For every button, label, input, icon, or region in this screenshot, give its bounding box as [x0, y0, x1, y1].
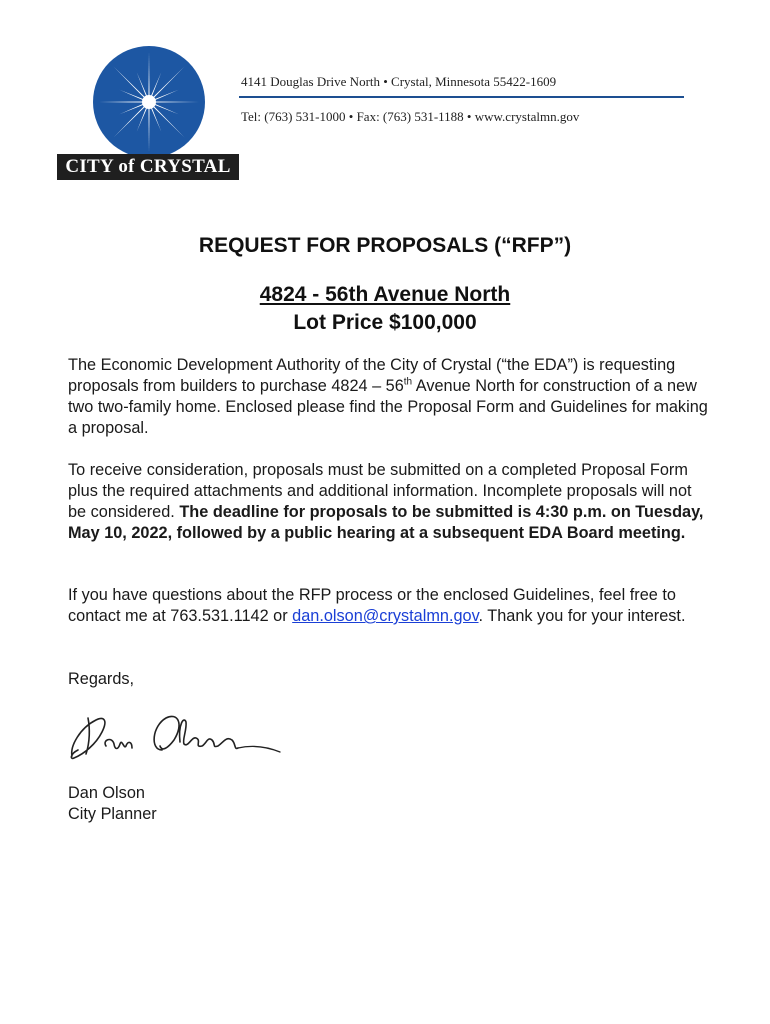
intro-paragraph — [68, 355, 708, 439]
intro-text-start: The Economic Development Authority of the City of Crystal (“the EDA”) is requesting proposals from builders to purchase 4824 – 56 — [68, 356, 676, 395]
ordinal-suffix: th — [403, 376, 413, 388]
document-title: REQUEST FOR PROPOSALS (“RFP”) — [198, 234, 572, 257]
property-address: 4824 - 56th Avenue North — [259, 283, 511, 306]
handwritten-signature — [66, 706, 286, 766]
deadline-text: To receive consideration, proposals must be submitted on a completed Proposal Form plus the required attachments and additional information. Incomplete proposals will not be considered. — [68, 461, 692, 521]
city-logo — [57, 44, 239, 182]
letterhead-divider — [239, 96, 684, 98]
logo-label: CITY of CRYSTAL — [57, 154, 239, 180]
deadline-bold-text: The deadline for proposals to be submitted is 4:30 p.m. on Tuesday, May 10, 2022, followed by a public hearing at a subsequent EDA Board meeting. — [68, 503, 704, 542]
contact-text-start: If you have questions about the RFP process or the enclosed Guidelines, feel free to contact me at 763.531.1142 or — [68, 586, 676, 625]
contact-text-end: . Thank you for your interest. — [478, 607, 686, 625]
signer-title: City Planner — [68, 805, 157, 823]
closing: Regards, — [68, 670, 135, 688]
lot-price: Lot Price $100,000 — [293, 311, 477, 334]
letterhead-contact: Tel: (763) 531-1000 • Fax: (763) 531-1188 • www.crystalmn.gov — [241, 109, 580, 124]
letterhead-address: 4141 Douglas Drive North • Crystal, Minnesota 55422-1609 — [241, 74, 557, 89]
contact-paragraph — [68, 585, 708, 627]
email-link[interactable]: dan.olson@crystalmn.gov — [292, 607, 479, 625]
signer-name: Dan Olson — [68, 784, 145, 802]
deadline-paragraph — [68, 460, 708, 544]
intro-text-end: Avenue North for construction of a new two two-family home. Enclosed please find the Proposal Form and Guidelines for making a proposal. — [68, 377, 708, 437]
starburst-icon — [57, 44, 239, 156]
